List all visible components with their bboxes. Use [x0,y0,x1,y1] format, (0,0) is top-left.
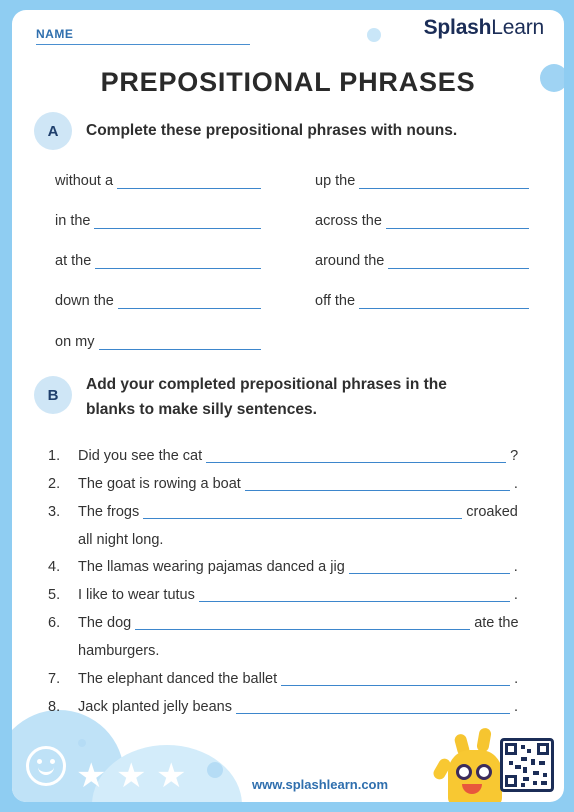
section-b-instruction-line2: blanks to make silly sentences. [86,401,317,418]
sentence-item [48,581,522,609]
section-b-badge: B [34,376,72,414]
phrase-item [55,213,261,229]
sentence-text: Jack planted jelly beans [78,699,232,715]
star-icon: ★ [76,757,107,795]
name-label: NAME [36,27,74,41]
qr-code-icon [503,741,551,789]
sentence-number: 5. [48,587,61,603]
section-b-instruction-line1: Add your completed prepositional phrases in the [86,376,447,393]
phrase-item [55,334,261,350]
sentence-text: Did you see the cat [78,448,203,464]
phrase-label: down the [55,293,114,309]
phrase-item [55,253,261,269]
sentence-continuation: all night long. [78,532,164,548]
answer-blank[interactable] [349,560,510,574]
splashlearn-logo [424,16,544,40]
answer-blank[interactable] [236,700,510,714]
sentence-row [78,470,518,498]
sentence-text-end: . [513,476,518,492]
worksheet-page [12,10,564,802]
phrase-label: across the [315,213,382,229]
sentence-number: 3. [48,504,61,520]
mascot-ear [476,727,492,753]
sentence-item [48,665,522,693]
sentence-number: 7. [48,671,61,687]
decor-bubble [78,739,86,747]
star-decor [26,746,66,786]
logo-regular: Learn [491,16,544,39]
phrase-item [315,213,529,229]
sentence-number: 1. [48,448,61,464]
sentence-text-end: croaked [466,504,518,520]
phrase-label: up the [315,173,356,189]
name-line[interactable] [36,44,250,45]
sentence-number: 8. [48,699,61,715]
answer-blank[interactable] [117,175,261,189]
sentence-row [78,609,519,637]
sentence-text-end: ate the [474,615,519,631]
sentence-item [48,442,522,470]
sentence-row [78,693,518,721]
answer-blank[interactable] [281,672,510,686]
phrase-item [315,253,529,269]
page-title: PREPOSITIONAL PHRASES [100,67,476,97]
sentence-text: The dog [78,615,132,631]
phrase-item [55,173,261,189]
sentence-text: The elephant danced the ballet [78,671,278,687]
smiley-icon [38,767,54,775]
answer-blank[interactable] [143,505,462,519]
sentence-row [78,553,518,581]
answer-blank[interactable] [245,477,510,491]
sentence-row [78,581,518,609]
sentence-number: 6. [48,615,61,631]
smiley-icon [37,759,42,764]
sentence-text: The llamas wearing pajamas danced a jig [78,559,345,575]
smiley-icon [50,759,55,764]
phrase-label: on my [55,334,95,350]
footer-url[interactable]: www.splashlearn.com [252,777,389,792]
phrase-item [55,293,261,309]
phrase-item [315,293,529,309]
section-a-instruction: Complete these prepositional phrases with nouns. [86,122,458,139]
answer-blank[interactable] [206,449,506,463]
sentence-text: The frogs [78,504,140,520]
qr-code[interactable] [500,738,554,792]
phrase-label: in the [55,213,91,229]
sentence-item [48,553,522,581]
answer-blank[interactable] [199,588,510,602]
section-a-badge: A [34,112,72,150]
sentence-text: The goat is rowing a boat [78,476,241,492]
phrase-label: at the [55,253,92,269]
star-icon: ★ [116,757,147,795]
sentence-text-end: . [513,559,518,575]
answer-blank[interactable] [99,336,261,350]
sentence-text-end: ? [510,448,519,464]
answer-blank[interactable] [95,255,261,269]
sentence-text: I like to wear tutus [78,587,195,603]
sentence-item [48,498,522,554]
phrase-label: around the [315,253,385,269]
sentence-text-end: . [513,699,518,715]
sentence-row [78,498,518,526]
sentence-text-end: . [514,671,519,687]
answer-blank[interactable] [94,215,261,229]
sentence-text-end: . [513,587,518,603]
phrase-label: without a [55,173,114,189]
answer-blank[interactable] [359,295,529,309]
phrase-item [315,173,529,189]
phrase-label: off the [315,293,356,309]
sentence-item [48,693,522,721]
decor-bubble [207,762,223,778]
sentence-item [48,470,522,498]
sentence-number: 2. [48,476,61,492]
sentence-row [78,442,518,470]
sentence-number: 4. [48,559,61,575]
decor-bubble [367,28,381,42]
answer-blank[interactable] [388,255,529,269]
answer-blank[interactable] [118,295,261,309]
mascot-eye [476,764,492,780]
answer-blank[interactable] [359,175,529,189]
sentence-row [78,665,518,693]
star-icon: ★ [156,757,187,795]
mascot-eye [456,764,472,780]
sentence-item [48,609,522,665]
logo-bold: Splash [423,16,492,39]
sentence-continuation: hamburgers. [78,643,160,659]
answer-blank[interactable] [135,616,470,630]
answer-blank[interactable] [386,215,529,229]
